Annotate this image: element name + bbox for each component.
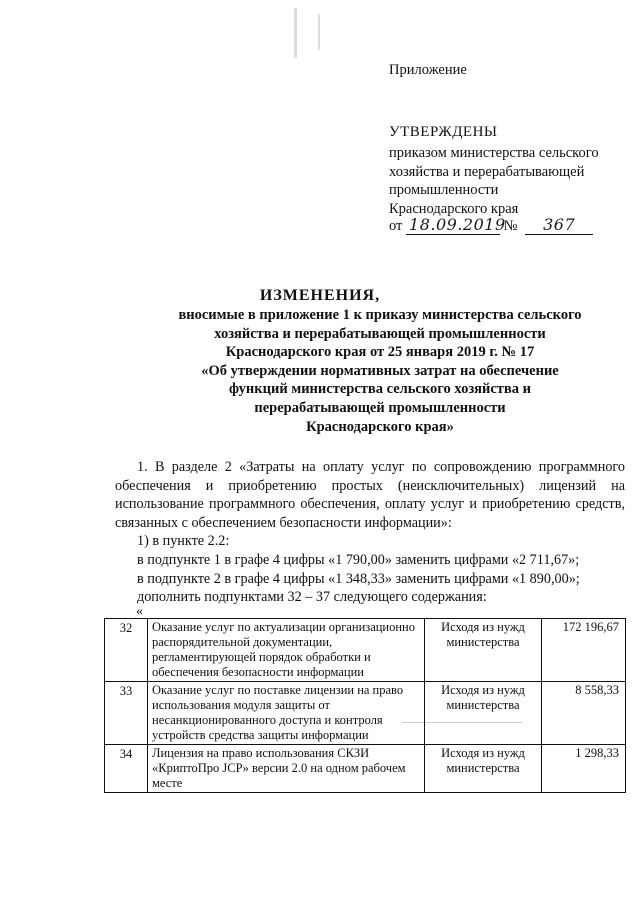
- subtitle-line: функций министерства сельского хозяйства и: [229, 381, 531, 398]
- table-row: [105, 619, 626, 682]
- row-sum: 172 196,67: [542, 619, 626, 682]
- order-date-number: [389, 215, 593, 235]
- approval-authority: [389, 144, 619, 218]
- table-row: [105, 745, 626, 793]
- table-row: [105, 682, 626, 745]
- row-basis: Исходя из нужд министерства: [425, 619, 542, 682]
- row-basis: Исходя из нужд министерства: [425, 745, 542, 793]
- subtitle-line: вносимые в приложение 1 к приказу министерства сельского: [178, 307, 582, 323]
- subtitle-line: хозяйства и перерабатывающей промышленности: [214, 325, 546, 342]
- appendix-label: Приложение: [389, 62, 467, 78]
- order-number: 367: [525, 215, 593, 235]
- row-name: Оказание услуг по актуализации организационно распорядительной документации, регламентирующей порядок обработки и обеспечения безопасности информации: [148, 619, 425, 682]
- expense-table: [104, 618, 626, 793]
- scan-artifact: [294, 8, 297, 58]
- order-date: 18.09.2019: [406, 215, 500, 235]
- approved-label: УТВЕРЖДЕНЫ: [389, 124, 498, 140]
- document-subtitle: [140, 306, 620, 436]
- body-text: [115, 458, 625, 607]
- row-number: 32: [105, 619, 148, 682]
- row-number: 33: [105, 682, 148, 745]
- amendment-line: в подпункте 1 в графе 4 цифры «1 790,00» заменить цифрами «2 711,67»;: [137, 551, 580, 568]
- row-name: Лицензия на право использования СКЗИ «КриптоПро JCP» версии 2.0 на одном рабочем месте: [148, 745, 425, 793]
- approval-line: приказом министерства сельского: [389, 145, 599, 161]
- amendment-line: дополнить подпунктами 32 – 37 следующего содержания:: [137, 589, 487, 606]
- amendment-line: в подпункте 2 в графе 4 цифры «1 348,33» заменить цифрами «1 890,00»;: [137, 570, 580, 587]
- number-prefix: №: [503, 218, 518, 234]
- date-prefix: от: [389, 218, 403, 234]
- subtitle-line: перерабатывающей промышленности: [254, 399, 506, 416]
- item-1: 1) в пункте 2.2:: [137, 533, 230, 550]
- approval-line: хозяйства и перерабатывающей: [389, 163, 585, 180]
- row-name: Оказание услуг по поставке лицензии на право использования модуля защиты от несанкционированного доступа и контроля устройств средства защиты информации: [148, 682, 425, 745]
- paragraph-1: 1. В разделе 2 «Затраты на оплату услуг по сопровождению программного обеспечения и приобретению простых (неисключительных) лицензий на использование программного обеспечения, оплату услуг и приобретению средств, связанных с обеспечением безопасности информации»:: [115, 459, 625, 531]
- row-basis: Исходя из нужд министерства: [425, 682, 542, 745]
- subtitle-line: Краснодарского края»: [306, 418, 454, 435]
- approval-line: Краснодарского края: [389, 200, 519, 217]
- document-title: ИЗМЕНЕНИЯ,: [259, 287, 381, 304]
- approval-line: промышленности: [389, 182, 499, 198]
- quote-open: «: [136, 604, 143, 619]
- subtitle-line: Краснодарского края от 25 января 2019 г. № 17: [225, 344, 535, 361]
- row-number: 34: [105, 745, 148, 793]
- scan-artifact: [318, 14, 320, 50]
- subtitle-line: «Об утверждении нормативных затрат на обеспечение: [201, 362, 559, 379]
- row-sum: 1 298,33: [542, 745, 626, 793]
- row-sum: 8 558,33: [542, 682, 626, 745]
